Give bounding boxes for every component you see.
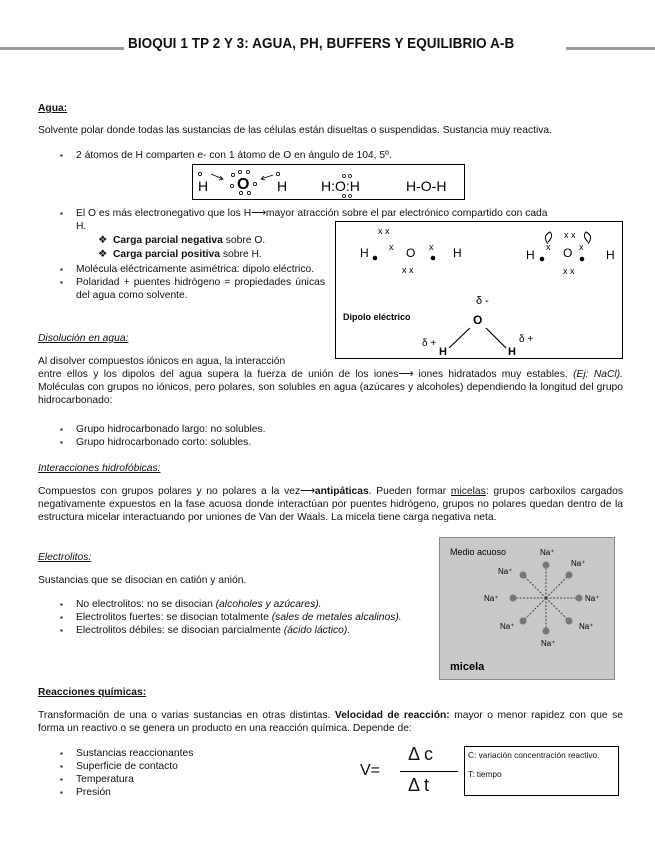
dipolo-label: Dipolo eléctrico (343, 312, 411, 322)
formula-hoh-bonds: H-O-H (406, 178, 447, 194)
atom-o: O (563, 246, 573, 260)
heading-reacciones: Reacciones químicas: (38, 687, 147, 698)
arrow-icon: ⟶ (300, 486, 315, 497)
reacciones-list (38, 747, 288, 799)
formula-numerator: Δ c (408, 744, 434, 764)
formula-denominator: Δ t (408, 775, 430, 795)
fraction-bar (400, 771, 458, 772)
svg-text:x: x (389, 242, 394, 252)
formula-h2: H (277, 178, 288, 194)
carga-positiva: ❖ Carga parcial positiva sobre H. (98, 249, 262, 260)
list-item: ▪ Polaridad + puentes hidrógeno = propiedades únicas del agua como solvente. (38, 276, 325, 302)
heading-electrolitos: Electrolitos: (38, 552, 92, 563)
electrolitos-intro: Sustancias que se disocian en catión y anión. (38, 575, 247, 586)
atom-o: O (406, 246, 416, 260)
xx-top-right: x x (564, 230, 576, 240)
delta-plus-left: δ + (422, 338, 437, 349)
page-title: BIOQUI 1 TP 2 Y 3: AGUA, PH, BUFFERS Y EQUILIBRIO A-B (128, 36, 515, 52)
arrow-icon: ⟶ (398, 369, 414, 380)
agua-list-1 (38, 149, 623, 162)
agua-intro: Solvente polar donde todas las sustancias de las células están disueltas o suspendidas. Sustancia muy reactiva. (38, 125, 553, 136)
water-lewis-svg (193, 165, 464, 199)
atom-h: H (606, 248, 615, 262)
atom-h-left: H (439, 346, 447, 358)
heading-disolucion: Disolución en agua: (38, 333, 129, 344)
na-ion: Na⁺ (571, 559, 586, 568)
formula-o: O (237, 176, 250, 193)
formula-h1: H (198, 178, 209, 194)
disolucion-line1: Al disolver compuestos iónicos en agua, la interacción (38, 356, 286, 367)
title-bar (0, 36, 655, 58)
agua-list-3 (38, 263, 325, 302)
list-item: ▪ Temperatura (38, 773, 288, 786)
atom-h: H (453, 246, 462, 260)
dipolo-diagram (335, 221, 623, 359)
svg-text:x: x (579, 242, 584, 252)
atom-h: H (360, 246, 369, 260)
list-item: ▪ Grupo hidrocarbonado corto: solubles. (38, 436, 623, 449)
legend-t: T: tiempo (468, 769, 502, 779)
heading-hidrofobicas: Interacciones hidrofóbicas: (38, 463, 161, 474)
reacciones-paragraph: Transformación de una o varias sustancias en otras distintas. Velocidad de reacción: mayor o menor rapidez con que se forma un reactivo o se genera un producto en una reacción química. Depende de: (38, 710, 623, 734)
na-ion: Na⁺ (540, 548, 555, 557)
list-item: ▪ Molécula eléctricamente asimétrica: dipolo eléctrico. (38, 263, 325, 276)
formula-hoh-dots: H:O:H (321, 178, 360, 194)
dipolo-svg (336, 222, 622, 358)
list-item: ▪ 2 átomos de H comparten e- con 1 átomo de O en ángulo de 104, 5º. (38, 149, 623, 162)
micela-svg (440, 538, 614, 679)
na-ion: Na⁺ (498, 567, 513, 576)
diamond-bullet-icon: ❖ (98, 249, 108, 260)
disolucion-paragraph: entre ellos y los dipolos del agua supera la fuerza de unión de los iones⟶ iones hidratados muy estables. (Ej: NaCl). Moléculas con grupos no iónicos, pero polares, son solubles en agua (azúcares y alcoholes) dependiendo la longitud del grupo hidrocarbonado: (38, 369, 623, 406)
svg-text:x: x (546, 242, 551, 252)
xx-bottom-left: x x (402, 265, 414, 275)
formula-v: V= (360, 762, 381, 779)
na-ion: Na⁺ (500, 622, 515, 631)
medio-acuoso-label: Medio acuoso (450, 547, 507, 557)
delta-minus: δ - (476, 295, 489, 307)
micela-label: micela (450, 661, 485, 673)
electrolitos-list (38, 598, 425, 637)
xx-top-left: x x (378, 226, 390, 236)
list-item: ▪ Electrolitos débiles: se disocian parcialmente (ácido láctico). (38, 624, 425, 637)
list-item: ▪ Presión (38, 786, 288, 799)
atom-o-center: O (473, 313, 483, 327)
atom-h-right: H (508, 346, 516, 358)
list-item: ▪ No electrolitos: no se disocian (alcoholes y azúcares). (38, 598, 425, 611)
list-item: ▪ Superficie de contacto (38, 760, 288, 773)
list-item: ▪ Electrolitos fuertes: se disocian totalmente (sales de metales alcalinos). (38, 611, 425, 624)
title-rule-left (0, 47, 124, 50)
title-rule-right (566, 47, 655, 50)
list-item: ▪ Sustancias reaccionantes (38, 747, 288, 760)
na-ion: Na⁺ (579, 622, 594, 631)
delta-plus-right: δ + (519, 334, 534, 345)
hidrofobicas-paragraph: Compuestos con grupos polares y no polares a la vez⟶antipáticas. Pueden formar micelas: grupos carboxilos cargados negativamente expuestos en la fase acuosa donde interactúan por puentes hidrógeno, grupos no polares quedan dentro de la estructura micelar interactuando por uniones de Van der Waals. La micela tiene carga negativa neta. (38, 486, 623, 523)
list-item: ▪ El O es más electronegativo que los H⟶mayor atracción sobre el par electrónico compartido con cada H. (38, 207, 623, 233)
heading-agua: Agua: (38, 103, 68, 114)
na-ion: Na⁺ (541, 639, 556, 648)
micela-image (439, 537, 615, 680)
na-ion: Na⁺ (585, 594, 600, 603)
xx-bottom-right: x x (563, 266, 575, 276)
legend-c: C: variación concentración reactivo. (468, 750, 600, 760)
list-item: ▪ Grupo hidrocarbonado largo: no solubles. (38, 423, 623, 436)
svg-text:x: x (429, 242, 434, 252)
water-formula-box (192, 164, 465, 200)
arrow-icon: ⟶ (251, 208, 266, 219)
na-ion: Na⁺ (484, 594, 499, 603)
carga-negativa: ❖ Carga parcial negativa sobre O. (98, 235, 266, 246)
diamond-bullet-icon: ❖ (98, 235, 108, 246)
disolucion-list (38, 423, 623, 449)
formula-legend (464, 746, 619, 796)
atom-h: H (526, 248, 535, 262)
